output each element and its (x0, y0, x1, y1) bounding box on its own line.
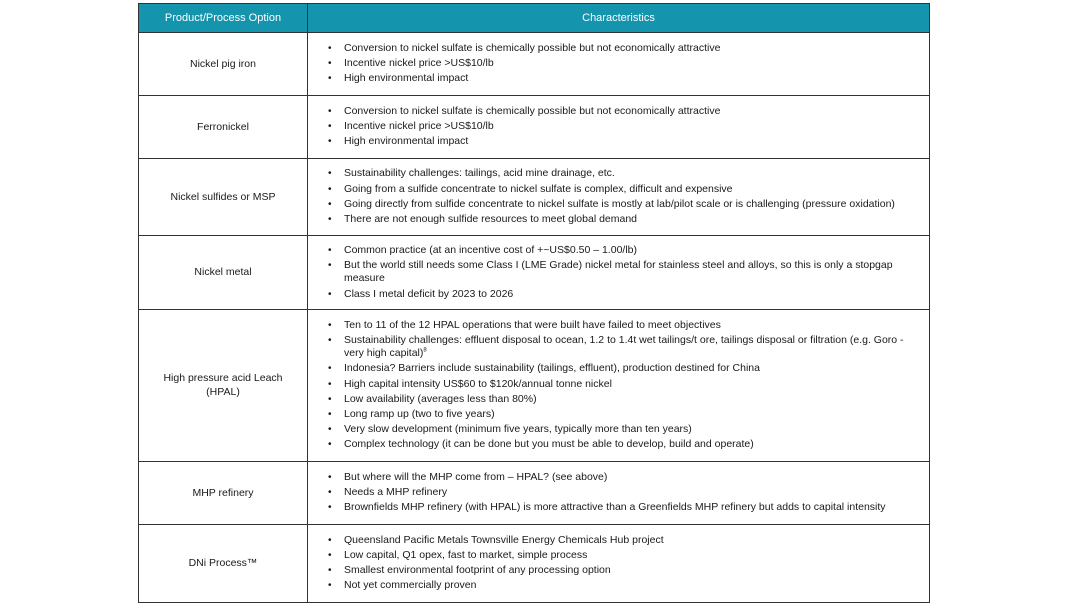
characteristics-cell (308, 33, 930, 96)
option-cell: Nickel pig iron (139, 33, 308, 96)
list-item: • Queensland Pacific Metals Townsville Energy Chemicals Hub project (334, 534, 921, 548)
list-item-text: Sustainability challenges: effluent disposal to ocean, 1.2 to 1.4t wet tailings/t ore, tailings disposal or filtration (e.g. Goro - very high capital) (344, 333, 904, 360)
list-item: • Brownfields MHP refinery (with HPAL) is more attractive than a Greenfields MHP refinery but adds to capital intensity (334, 501, 921, 515)
characteristics-cell (308, 461, 930, 524)
characteristics-cell (308, 309, 930, 461)
list-item: • But where will the MHP come from – HPAL? (see above) (334, 471, 921, 485)
characteristics-cell (308, 236, 930, 310)
header-characteristics: Characteristics (308, 4, 930, 33)
list-item (334, 334, 921, 361)
characteristics-cell (308, 524, 930, 602)
list-item: • Indonesia? Barriers include sustainability (tailings, effluent), production destined for China (334, 362, 921, 376)
list-item: • Not yet commercially proven (334, 579, 921, 593)
list-item: • Complex technology (it can be done but you must be able to develop, build and operate) (334, 438, 921, 452)
list-item: • Going from a sulfide concentrate to nickel sulfate is complex, difficult and expensive (334, 183, 921, 197)
table-header-row (139, 4, 930, 33)
list-item: • But the world still needs some Class I (LME Grade) nickel metal for stainless steel and alloys, so this is only a stopgap measure (334, 259, 921, 286)
table-row (139, 309, 930, 461)
header-product-option: Product/Process Option (139, 4, 308, 33)
list-item: • Going directly from sulfide concentrate to nickel sulfate is mostly at lab/pilot scale or is challenging (pressure oxidation) (334, 198, 921, 212)
characteristics-list (318, 167, 921, 226)
option-cell: DNi Process™ (139, 524, 308, 602)
characteristics-list (318, 534, 921, 593)
option-cell: MHP refinery (139, 461, 308, 524)
list-item: • Ten to 11 of the 12 HPAL operations that were built have failed to meet objectives (334, 319, 921, 333)
characteristics-cell (308, 96, 930, 159)
characteristics-list (318, 319, 921, 452)
characteristics-list (318, 105, 921, 149)
table-row (139, 461, 930, 524)
table-row (139, 524, 930, 602)
list-item: • Needs a MHP refinery (334, 486, 921, 500)
list-item: • Incentive nickel price >US$10/lb (334, 57, 921, 71)
list-item: • High capital intensity US$60 to $120k/annual tonne nickel (334, 378, 921, 392)
table-row (139, 236, 930, 310)
list-item: • Common practice (at an incentive cost of +~US$0.50 – 1.00/lb) (334, 244, 921, 258)
list-item: • There are not enough sulfide resources to meet global demand (334, 213, 921, 227)
list-item: • Smallest environmental footprint of any processing option (334, 564, 921, 578)
characteristics-list (318, 42, 921, 86)
option-cell: Nickel metal (139, 236, 308, 310)
list-item: • Low availability (averages less than 80%) (334, 393, 921, 407)
option-line-1: High pressure acid Leach (163, 372, 283, 385)
list-item: • Sustainability challenges: tailings, acid mine drainage, etc. (334, 167, 921, 181)
list-item: • Class I metal deficit by 2023 to 2026 (334, 288, 921, 302)
options-table (138, 3, 930, 603)
list-item: • High environmental impact (334, 135, 921, 149)
option-cell: Ferronickel (139, 96, 308, 159)
characteristics-list (318, 471, 921, 515)
table-row (139, 159, 930, 236)
options-table-container (138, 3, 930, 603)
characteristics-list (318, 244, 921, 301)
list-item: • Conversion to nickel sulfate is chemically possible but not economically attractive (334, 42, 921, 56)
option-cell (139, 309, 308, 461)
list-item: • Incentive nickel price >US$10/lb (334, 120, 921, 134)
option-cell: Nickel sulfides or MSP (139, 159, 308, 236)
table-row (139, 96, 930, 159)
list-item: • High environmental impact (334, 72, 921, 86)
footnote-mark: 8 (423, 347, 427, 354)
list-item: • Conversion to nickel sulfate is chemically possible but not economically attractive (334, 105, 921, 119)
characteristics-cell (308, 159, 930, 236)
list-item: • Low capital, Q1 opex, fast to market, simple process (334, 549, 921, 563)
table-row (139, 33, 930, 96)
list-item: • Very slow development (minimum five years, typically more than ten years) (334, 423, 921, 437)
list-item: • Long ramp up (two to five years) (334, 408, 921, 422)
option-line-2: (HPAL) (206, 386, 240, 399)
